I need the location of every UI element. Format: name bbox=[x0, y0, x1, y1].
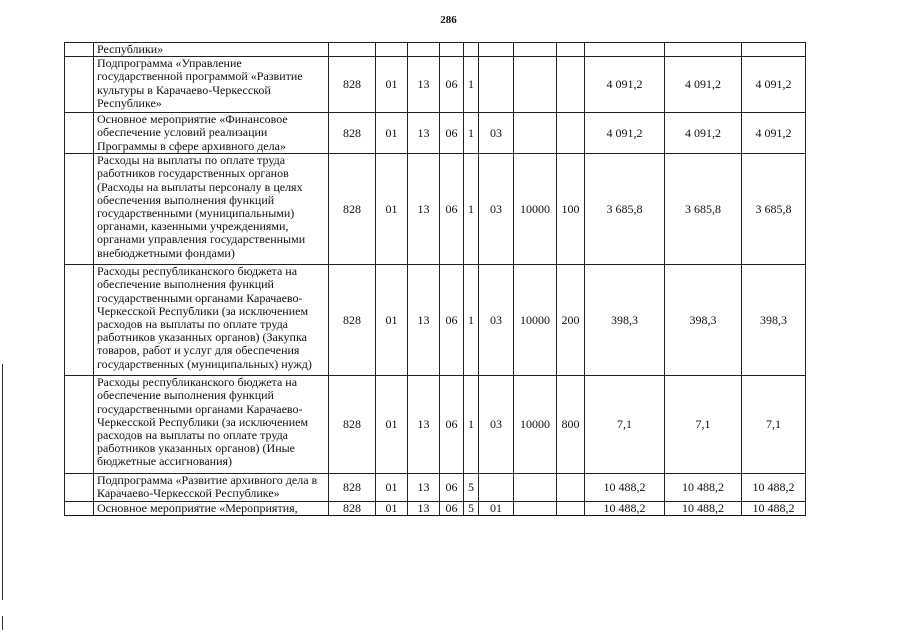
subprogram-cell: 5 bbox=[464, 502, 479, 516]
item-name-cell: Подпрограмма «Развитие архивного дела в Карачаево-Черкесской Республике» bbox=[94, 474, 329, 502]
expense-type-cell bbox=[557, 502, 585, 516]
program-cell: 06 bbox=[440, 265, 464, 376]
page-number: 286 bbox=[440, 14, 457, 26]
budget-table bbox=[64, 42, 806, 516]
amount-year2-cell: 4 091,2 bbox=[665, 113, 742, 154]
amount-year2-cell: 3 685,8 bbox=[665, 154, 742, 265]
program-cell: 06 bbox=[440, 376, 464, 474]
amount-year1-cell: 7,1 bbox=[585, 376, 665, 474]
amount-year1-cell: 3 685,8 bbox=[585, 154, 665, 265]
direction-cell bbox=[514, 43, 557, 57]
program-cell bbox=[440, 43, 464, 57]
ministry-code-cell: 828 bbox=[329, 502, 376, 516]
subsection-cell: 13 bbox=[408, 57, 440, 113]
program-cell: 06 bbox=[440, 474, 464, 502]
amount-year1-cell: 4 091,2 bbox=[585, 113, 665, 154]
section-cell: 01 bbox=[376, 502, 408, 516]
subprogram-cell: 1 bbox=[464, 57, 479, 113]
amount-year3-cell: 3 685,8 bbox=[742, 154, 806, 265]
subprogram-cell: 1 bbox=[464, 376, 479, 474]
item-name-cell: Расходы на выплаты по оплате труда работников государственных органов (Расходы на выплаты персоналу в целях обеспечения выполнения функций государственными (муниципальными) органами, казенными учреждениями, органами управления государственными внебюджетными фондами) bbox=[94, 154, 329, 265]
section-cell: 01 bbox=[376, 376, 408, 474]
index-cell bbox=[65, 474, 94, 502]
direction-cell: 10000 bbox=[514, 376, 557, 474]
subsection-cell: 13 bbox=[408, 265, 440, 376]
item-name-cell: Основное мероприятие «Мероприятия, bbox=[94, 502, 329, 516]
section-cell: 01 bbox=[376, 265, 408, 376]
index-cell bbox=[65, 502, 94, 516]
main-event-cell: 01 bbox=[479, 502, 514, 516]
direction-cell bbox=[514, 57, 557, 113]
ministry-code-cell: 828 bbox=[329, 474, 376, 502]
table-row bbox=[65, 376, 806, 474]
scan-margin-line bbox=[2, 364, 3, 600]
ministry-code-cell bbox=[329, 43, 376, 57]
expense-type-cell: 100 bbox=[557, 154, 585, 265]
item-name-cell: Расходы республиканского бюджета на обеспечение выполнения функций государственными органами Карачаево-Черкесской Республики (за исключением расходов на выплаты по оплате труда работников указанных органов) (Иные бюджетные ассигнования) bbox=[94, 376, 329, 474]
program-cell: 06 bbox=[440, 113, 464, 154]
ministry-code-cell: 828 bbox=[329, 265, 376, 376]
index-cell bbox=[65, 43, 94, 57]
amount-year1-cell: 4 091,2 bbox=[585, 57, 665, 113]
amount-year2-cell bbox=[665, 43, 742, 57]
subsection-cell bbox=[408, 43, 440, 57]
table-row bbox=[65, 113, 806, 154]
amount-year3-cell: 4 091,2 bbox=[742, 113, 806, 154]
main-event-cell bbox=[479, 474, 514, 502]
amount-year3-cell: 10 488,2 bbox=[742, 502, 806, 516]
amount-year1-cell bbox=[585, 43, 665, 57]
ministry-code-cell: 828 bbox=[329, 376, 376, 474]
index-cell bbox=[65, 376, 94, 474]
direction-cell: 10000 bbox=[514, 154, 557, 265]
subsection-cell: 13 bbox=[408, 113, 440, 154]
expense-type-cell bbox=[557, 43, 585, 57]
index-cell bbox=[65, 154, 94, 265]
expense-type-cell: 200 bbox=[557, 265, 585, 376]
main-event-cell: 03 bbox=[479, 154, 514, 265]
section-cell: 01 bbox=[376, 113, 408, 154]
index-cell bbox=[65, 57, 94, 113]
subprogram-cell: 1 bbox=[464, 113, 479, 154]
subsection-cell: 13 bbox=[408, 474, 440, 502]
ministry-code-cell: 828 bbox=[329, 113, 376, 154]
table-row bbox=[65, 474, 806, 502]
main-event-cell: 03 bbox=[479, 113, 514, 154]
expense-type-cell bbox=[557, 57, 585, 113]
main-event-cell bbox=[479, 57, 514, 113]
amount-year3-cell: 398,3 bbox=[742, 265, 806, 376]
subsection-cell: 13 bbox=[408, 154, 440, 265]
amount-year2-cell: 10 488,2 bbox=[665, 502, 742, 516]
scan-margin-tick bbox=[2, 616, 3, 630]
item-name-cell: Республики» bbox=[94, 43, 329, 57]
subprogram-cell: 1 bbox=[464, 154, 479, 265]
expense-type-cell bbox=[557, 474, 585, 502]
direction-cell bbox=[514, 502, 557, 516]
table-row bbox=[65, 502, 806, 516]
item-name-cell: Расходы республиканского бюджета на обеспечение выполнения функций государственными органами Карачаево-Черкесской Республики (за исключением расходов на выплаты по оплате труда работников указанных органов) (Закупка товаров, работ и услуг для обеспечения государственных (муниципальных) нужд) bbox=[94, 265, 329, 376]
subsection-cell: 13 bbox=[408, 376, 440, 474]
amount-year2-cell: 4 091,2 bbox=[665, 57, 742, 113]
main-event-cell bbox=[479, 43, 514, 57]
program-cell: 06 bbox=[440, 154, 464, 265]
amount-year2-cell: 398,3 bbox=[665, 265, 742, 376]
amount-year1-cell: 10 488,2 bbox=[585, 474, 665, 502]
direction-cell bbox=[514, 474, 557, 502]
main-event-cell: 03 bbox=[479, 376, 514, 474]
section-cell: 01 bbox=[376, 154, 408, 265]
amount-year3-cell: 7,1 bbox=[742, 376, 806, 474]
direction-cell bbox=[514, 113, 557, 154]
main-event-cell: 03 bbox=[479, 265, 514, 376]
amount-year3-cell: 10 488,2 bbox=[742, 474, 806, 502]
expense-type-cell bbox=[557, 113, 585, 154]
table-row bbox=[65, 43, 806, 57]
index-cell bbox=[65, 265, 94, 376]
amount-year3-cell: 4 091,2 bbox=[742, 57, 806, 113]
direction-cell: 10000 bbox=[514, 265, 557, 376]
subprogram-cell bbox=[464, 43, 479, 57]
subsection-cell: 13 bbox=[408, 502, 440, 516]
table-row bbox=[65, 57, 806, 113]
expense-type-cell: 800 bbox=[557, 376, 585, 474]
program-cell: 06 bbox=[440, 502, 464, 516]
amount-year1-cell: 398,3 bbox=[585, 265, 665, 376]
ministry-code-cell: 828 bbox=[329, 57, 376, 113]
section-cell: 01 bbox=[376, 57, 408, 113]
ministry-code-cell: 828 bbox=[329, 154, 376, 265]
amount-year3-cell bbox=[742, 43, 806, 57]
item-name-cell: Основное мероприятие «Финансовое обеспечение условий реализации Программы в сфере архивного дела» bbox=[94, 113, 329, 154]
subprogram-cell: 5 bbox=[464, 474, 479, 502]
table-row bbox=[65, 154, 806, 265]
table-row bbox=[65, 265, 806, 376]
subprogram-cell: 1 bbox=[464, 265, 479, 376]
section-cell bbox=[376, 43, 408, 57]
index-cell bbox=[65, 113, 94, 154]
amount-year1-cell: 10 488,2 bbox=[585, 502, 665, 516]
item-name-cell: Подпрограмма «Управление государственной программой «Развитие культуры в Карачаево-Черкесской Республике» bbox=[94, 57, 329, 113]
program-cell: 06 bbox=[440, 57, 464, 113]
amount-year2-cell: 10 488,2 bbox=[665, 474, 742, 502]
amount-year2-cell: 7,1 bbox=[665, 376, 742, 474]
section-cell: 01 bbox=[376, 474, 408, 502]
